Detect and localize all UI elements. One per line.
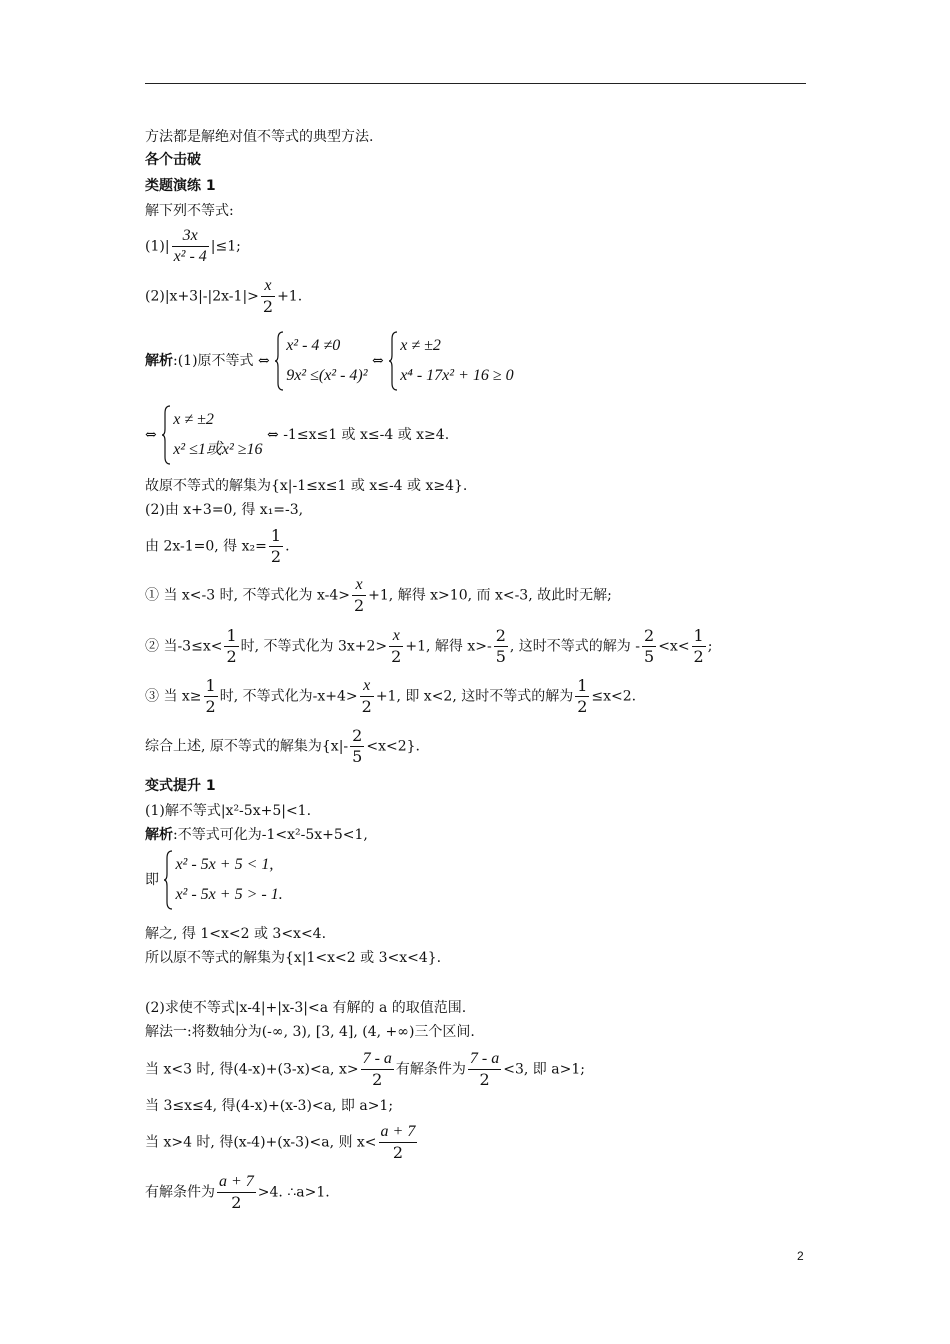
summary-line: 综合上述, 原不等式的解集为{x|- $\frac{2}{5}$ <x<2}. <box>145 726 420 766</box>
fraction: $\frac{1}{2}$ <box>577 676 588 716</box>
header-rule <box>145 83 806 84</box>
fraction: $\frac{7 - a}{2}$ <box>362 1050 392 1089</box>
text-line: 方法都是解绝对值不等式的典型方法. <box>145 129 374 145</box>
equation-system: x² - 5x + 5 < 1, x² - 5x + 5 > - 1. <box>163 850 282 910</box>
page-number: 2 <box>797 1249 804 1263</box>
case-1: ① 当 x<-3 时, 不等式化为 x-4> $\frac{x}{2}$ +1, 解得 x>10, 而 x<-3, 故此时无解; <box>145 576 612 615</box>
fraction: $\frac{2}{5}$ <box>352 726 363 766</box>
heading-variant-1: 变式提升 1 <box>145 778 216 794</box>
problem-2: (2)|x+3|-|2x-1|> $\frac{x}{2}$ +1. <box>145 277 303 316</box>
fraction: $\frac{x}{2}$ <box>361 677 372 716</box>
solution-1-line2: ⇔ x ≠ ±2 x² ≤1或x² ≥16 ⇔ -1≤x≤1 或 x≤-4 或 x≥4. <box>145 405 449 465</box>
fraction: $\frac{1}{2}$ <box>270 526 282 566</box>
text-line: 当 x<3 时, 得(4-x)+(3-x)<a, x> $\frac{7 - a}{2}$ 有解条件为 $\frac{7 - a}{2}$ <3, 即 a>1; <box>145 1050 585 1089</box>
fraction: $\frac{x}{2}$ <box>353 576 365 615</box>
fraction: $\frac{a + 7}{2}$ <box>380 1123 416 1162</box>
text-line: 由 2x-1=0, 得 x₂= $\frac{1}{2}$ . <box>145 526 290 566</box>
text-line: 有解条件为 $\frac{a + 7}{2}$ >4. ∴a>1. <box>145 1173 330 1212</box>
text-line: 当 3≤x≤4, 得(4-x)+(x-3)<a, 即 a>1; <box>145 1098 394 1114</box>
text-line: (2)求使不等式|x-4|+|x-3|<a 有解的 a 的取值范围. <box>145 1000 467 1016</box>
text-line: (1)解不等式|x²-5x+5|<1. <box>145 803 312 819</box>
fraction: $\frac{x}{2}$ <box>262 277 274 316</box>
equation-system-line: 即 x² - 5x + 5 < 1, x² - 5x + 5 > - 1. <box>145 850 283 910</box>
equation-system: x² - 4 ≠0 9x² ≤(x² - 4)² <box>274 331 367 391</box>
problem-1: (1)| $\frac{3x}{\text{x² - 4}}$ |≤1; <box>145 227 241 265</box>
heading-gege: 各个击破 <box>145 152 201 168</box>
text-line: 所以原不等式的解集为{x|1<x<2 或 3<x<4}. <box>145 950 442 966</box>
fraction: $\frac{1}{2}$ <box>205 676 216 716</box>
text-line: 当 x>4 时, 得(x-4)+(x-3)<a, 则 x< $\frac{a + 7}{2}$ <box>145 1123 416 1162</box>
fraction: $\frac{2}{5}$ <box>495 626 506 666</box>
text-line: 故原不等式的解集为{x|-1≤x≤1 或 x≤-4 或 x≥4}. <box>145 478 468 494</box>
fraction: $\frac{3x}{\text{x² - 4}}$ <box>173 227 207 265</box>
fraction: $\frac{7 - a}{2}$ <box>469 1050 500 1089</box>
equation-system: x ≠ ±2 x⁴ - 17x² + 16 ≥ 0 <box>388 331 513 391</box>
solution-1-line1: 解析:(1)原不等式 ⇔ x² - 4 ≠0 9x² ≤(x² - 4)² ⇔ x ≠ ±2 x⁴ - 17x² + 16 ≥ 0 <box>145 331 514 391</box>
fraction: $\frac{2}{5}$ <box>644 626 655 666</box>
fraction: $\frac{a + 7}{2}$ <box>219 1173 254 1212</box>
text-line: 解之, 得 1<x<2 或 3<x<4. <box>145 926 327 942</box>
case-3: ③ 当 x≥ $\frac{1}{2}$ 时, 不等式化为-x+4> $\frac{x}{2}$ +1, 即 x<2, 这时不等式的解为 $\frac{1}{2}$ ≤x<2. <box>145 676 637 716</box>
text-line: 解析:不等式可化为-1<x²-5x+5<1, <box>145 827 368 843</box>
fraction: $\frac{1}{2}$ <box>226 626 237 666</box>
case-2: ② 当-3≤x< $\frac{1}{2}$ 时, 不等式化为 3x+2> $\frac{x}{2}$ +1, 解得 x>- $\frac{2}{5}$ , 这时不等式的解为 - $\frac{2}{5}$ <x< $\frac{1}{2}$ ; <box>145 626 713 666</box>
text-line: 解下列不等式: <box>145 203 234 219</box>
fraction: $\frac{x}{2}$ <box>391 627 402 666</box>
fraction: $\frac{1}{2}$ <box>693 626 704 666</box>
equation-system: x ≠ ±2 x² ≤1或x² ≥16 <box>161 405 262 465</box>
text-line: (2)由 x+3=0, 得 x₁=-3, <box>145 502 304 518</box>
text-line: 解法一:将数轴分为(-∞, 3), [3, 4], (4, +∞)三个区间. <box>145 1024 475 1040</box>
heading-practice-1: 类题演练 1 <box>145 178 216 194</box>
